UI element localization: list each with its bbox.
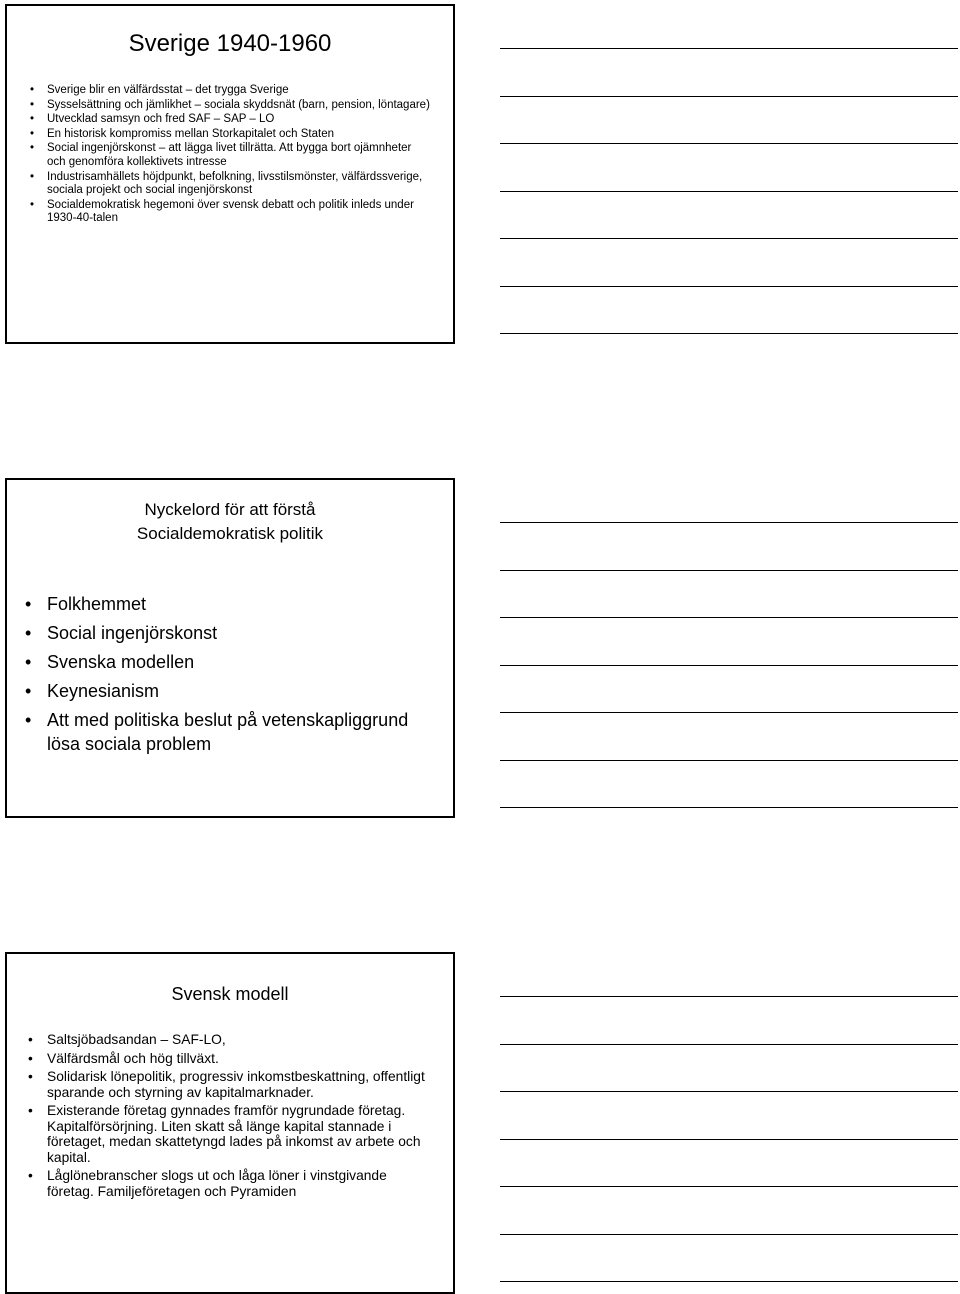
bullet-item: • En historisk kompromiss mellan Storkapitalet och Staten — [47, 128, 433, 142]
note-line — [500, 665, 958, 666]
bullet-list — [47, 1032, 433, 1202]
note-line — [500, 1091, 958, 1092]
bullet-item: • Saltsjöbadsandan – SAF-LO, — [47, 1032, 433, 1048]
bullet-item: • Industrisamhällets höjdpunkt, befolkning, livsstilsmönster, välfärdssverige, sociala projekt och social ingenjörskonst — [47, 171, 433, 198]
note-line — [500, 760, 958, 761]
bullet-item: • Social ingenjörskonst – att lägga livet tillrätta. Att bygga bort ojämnheter och genomföra kollektivets intresse — [47, 142, 433, 169]
note-line — [500, 1281, 958, 1282]
bullet-item: • Social ingenjörskonst — [47, 621, 441, 645]
slide-title — [7, 498, 453, 546]
note-line — [500, 617, 958, 618]
note-line — [500, 286, 958, 287]
slide-title-line-2: Socialdemokratisk politik — [136, 524, 324, 543]
bullet-item: • Sverige blir en välfärdsstat – det trygga Sverige — [47, 84, 433, 98]
bullet-list — [47, 84, 433, 227]
slide-2 — [5, 478, 455, 818]
note-line — [500, 807, 958, 808]
bullet-list — [47, 592, 441, 761]
slide-1 — [5, 4, 455, 344]
note-line — [500, 143, 958, 144]
note-line — [500, 570, 958, 571]
bullet-item: • Socialdemokratisk hegemoni över svensk debatt och politik inleds under 1930-40-talen — [47, 199, 433, 226]
bullet-item: • Sysselsättning och jämlikhet – sociala skyddsnät (barn, pension, löntagare) — [47, 99, 433, 113]
note-line — [500, 1186, 958, 1187]
bullet-item: • Välfärdsmål och hög tillväxt. — [47, 1051, 433, 1067]
bullet-item: • Existerande företag gynnades framför nygrundade företag. Kapitalförsörjning. Liten skatt så länge kapital stannade i företaget, medan skattetyngd lades på inkomst av arbete och kapital. — [47, 1103, 433, 1165]
slide-title-line-1: Nyckelord för att förstå — [144, 500, 316, 519]
note-line — [500, 48, 958, 49]
note-line — [500, 191, 958, 192]
bullet-item: • Utvecklad samsyn och fred SAF – SAP – LO — [47, 113, 433, 127]
note-line — [500, 333, 958, 334]
bullet-item: • Keynesianism — [47, 679, 441, 703]
bullet-item: • Svenska modellen — [47, 650, 441, 674]
note-line — [500, 1234, 958, 1235]
bullet-item: • Låglönebranscher slogs ut och låga löner i vinstgivande företag. Familjeföretagen och Pyramiden — [47, 1168, 433, 1199]
slide-title: Sverige 1940-1960 — [128, 30, 332, 57]
note-line — [500, 996, 958, 997]
note-line — [500, 712, 958, 713]
note-line — [500, 1044, 958, 1045]
slide-title: Svensk modell — [171, 984, 289, 1004]
note-line — [500, 1139, 958, 1140]
note-line — [500, 522, 958, 523]
bullet-item: • Folkhemmet — [47, 592, 441, 616]
bullet-item: • Att med politiska beslut på vetenskapliggrund lösa sociala problem — [47, 708, 441, 756]
note-line — [500, 96, 958, 97]
bullet-item: • Solidarisk lönepolitik, progressiv inkomstbeskattning, offentligt sparande och styrning av kapitalmarknader. — [47, 1069, 433, 1100]
slide-3 — [5, 952, 455, 1294]
note-line — [500, 238, 958, 239]
